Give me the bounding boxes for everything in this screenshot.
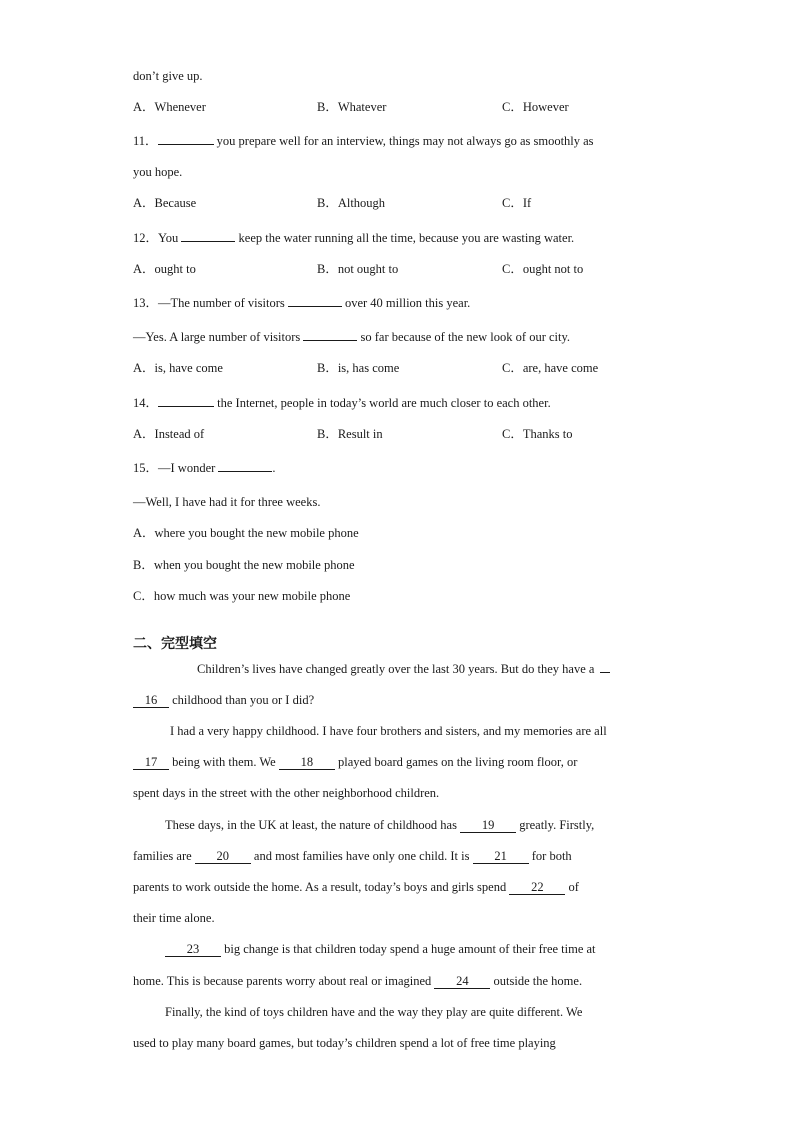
- passage-p5-line1: Finally, the kind of toys children have and the way they play are quite different. We: [165, 1005, 583, 1019]
- passage-p3-line3: [133, 879, 579, 895]
- q13-text: over 40 million this year.: [341, 296, 471, 310]
- passage-text: childhood than you or I did?: [169, 693, 315, 707]
- q11-option-c: C．If: [502, 196, 532, 210]
- q13-line2-end: so far because of the new look of our city.: [357, 330, 571, 344]
- blank-24: 24: [434, 975, 490, 989]
- blank-16-lead: [600, 672, 610, 673]
- passage-text: home. This is because parents worry about real or imagined: [133, 974, 435, 988]
- q14-text: the Internet, people in today’s world are much closer to each other.: [214, 396, 551, 410]
- q12-stem: [133, 230, 574, 246]
- q15-reply: —Well, I have had it for three weeks.: [133, 495, 321, 509]
- q15-option-b: B．when you bought the new mobile phone: [133, 558, 355, 572]
- blank-17: 17: [133, 756, 169, 770]
- passage-p5-line2: used to play many board games, but today’s children spend a lot of free time playing: [133, 1036, 556, 1050]
- passage-text: and most families have only one child. It is: [250, 849, 473, 863]
- q14-blank: [158, 406, 214, 407]
- q15-blank: [218, 471, 272, 472]
- blank-18: 18: [279, 756, 335, 770]
- q12-text: keep the water running all the time, because you are wasting water.: [235, 231, 575, 245]
- q11-stem: [133, 133, 594, 149]
- passage-p4-line2: [133, 973, 582, 989]
- q11-text: you prepare well for an interview, things may not always go as smoothly as: [213, 134, 594, 148]
- passage-text: parents to work outside the home. As a result, today’s boys and girls spend: [133, 880, 510, 894]
- q11-blank: [158, 144, 214, 145]
- q13-blank-2: [303, 340, 357, 341]
- q14-stem: [133, 395, 551, 411]
- q11-number: 11．: [133, 134, 158, 148]
- q15-number: 15．—I wonder: [133, 461, 219, 475]
- passage-text: for both: [528, 849, 572, 863]
- q15-end: .: [272, 461, 276, 475]
- passage-p1-line2: [133, 692, 314, 708]
- q14-number: 14．: [133, 396, 159, 410]
- q13-option-b: B．is, has come: [317, 361, 400, 375]
- q12-blank: [181, 241, 235, 242]
- q15-stem: [133, 460, 276, 476]
- q10-option-b: B．Whatever: [317, 100, 387, 114]
- q15-option-c: C．how much was your new mobile phone: [133, 589, 351, 603]
- passage-text: greatly. Firstly,: [516, 818, 595, 832]
- passage-p3-line1: [165, 817, 594, 833]
- blank-19: 19: [460, 819, 516, 833]
- passage-text: being with them. We: [169, 755, 279, 769]
- q13-stem: [133, 295, 470, 311]
- q11-option-a: A．Because: [133, 196, 197, 210]
- q13-line2: [133, 329, 570, 345]
- blank-16: 16: [133, 694, 169, 708]
- passage-p2-line1: I had a very happy childhood. I have four brothers and sisters, and my memories are all: [170, 724, 607, 738]
- q10-option-a: A．Whenever: [133, 100, 206, 114]
- passage-text: big change is that children today spend a huge amount of their free time at: [221, 942, 596, 956]
- passage-text: Children’s lives have changed greatly over the last 30 years. But do they have a: [197, 662, 595, 676]
- blank-21: 21: [473, 850, 529, 864]
- q13-number: 13．—The number of visitors: [133, 296, 288, 310]
- q11-stem-cont: you hope.: [133, 165, 183, 179]
- q11-option-b: B．Although: [317, 196, 386, 210]
- passage-text: These days, in the UK at least, the nature of childhood has: [165, 818, 461, 832]
- q14-option-a: A．Instead of: [133, 427, 205, 441]
- q13-option-a: A．is, have come: [133, 361, 223, 375]
- passage-p2-line2: [133, 754, 577, 770]
- q12-number: 12．You: [133, 231, 182, 245]
- passage-text: played board games on the living room floor, or: [334, 755, 578, 769]
- passage-text: of: [565, 880, 579, 894]
- q15-option-a: A．where you bought the new mobile phone: [133, 526, 359, 540]
- passage-p3-line2: [133, 848, 572, 864]
- passage-p1-line1: [197, 661, 610, 677]
- q13-option-c: C．are, have come: [502, 361, 599, 375]
- q13-blank-1: [288, 306, 342, 307]
- q10-tail: don’t give up.: [133, 69, 203, 83]
- section-heading: 二、完型填空: [133, 636, 217, 652]
- q13-line2-start: —Yes. A large number of visitors: [133, 330, 304, 344]
- blank-23: 23: [165, 943, 221, 957]
- q14-option-b: B．Result in: [317, 427, 383, 441]
- passage-text: outside the home.: [490, 974, 583, 988]
- q12-option-a: A．ought to: [133, 262, 196, 276]
- passage-p4-line1: [165, 941, 596, 957]
- passage-p3-line4: their time alone.: [133, 911, 215, 925]
- blank-22: 22: [509, 881, 565, 895]
- passage-text: families are: [133, 849, 195, 863]
- blank-20: 20: [195, 850, 251, 864]
- q12-option-c: C．ought not to: [502, 262, 584, 276]
- q10-option-c: C．However: [502, 100, 569, 114]
- q12-option-b: B．not ought to: [317, 262, 399, 276]
- q14-option-c: C．Thanks to: [502, 427, 573, 441]
- passage-p2-line3: spent days in the street with the other neighborhood children.: [133, 786, 440, 800]
